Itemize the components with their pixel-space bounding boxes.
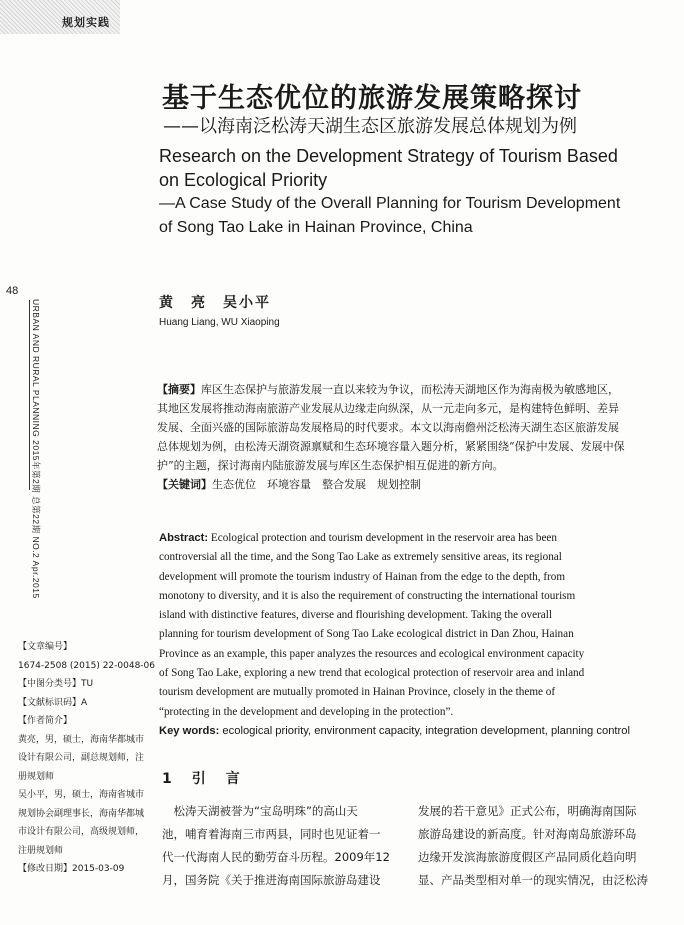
meta-line: 1674-2508 (2015) 22-0048-06 (18, 660, 156, 671)
abstract-zh-line: 发展、全面兴盛的国际旅游岛发展格局的时代要求。本文以海南儋州泛松涛天湖生态区旅游发展 (157, 421, 619, 434)
body-line: 边缘开发滨海旅游度假区产品同质化趋向明 (418, 850, 637, 864)
body-line: 月，国务院《关于推进海南国际旅游岛建设 (162, 873, 381, 887)
body-column-2 (418, 800, 652, 892)
body-column-1 (162, 800, 396, 892)
abstract-en-line: planning for tourism development of Song Tao Lake ecological district in Dan Zhou, Hainan (159, 628, 574, 641)
authors-zh: 黄 亮 吴小平 (159, 295, 271, 311)
abstract-en-line: tourism development are mutually promoted in Hainan Province, closely in the theme of (159, 686, 556, 699)
meta-line: 吴小平，男，硕士，海南省城市 (18, 790, 145, 800)
subtitle-zh: ——以海南泛松涛天湖生态区旅游发展总体规划为例 (163, 116, 577, 137)
keywords-zh: 【关键词】生态优位 环境容量 整合发展 规划控制 (157, 478, 421, 491)
authors-en: Huang Liang, WU Xiaoping (159, 317, 280, 328)
abstract-en-label: Abstract: (159, 532, 209, 544)
meta-line: 【修改日期】2015-03-09 (18, 864, 125, 874)
abstract-en (159, 529, 643, 741)
meta-line: 规划协会副理事长，海南华都城 (18, 808, 145, 819)
keywords-en: Key words: ecological priority, environment capacity, integration development, planning control (159, 724, 630, 737)
meta-line: 【中图分类号】TU (18, 679, 94, 689)
abstract-zh-line: 【摘要】库区生态保护与旅游发展一直以来较为争议，而松涛天湖地区作为海南极为敏感地区， (157, 383, 619, 396)
meta-line: 黄亮，男，硕士，海南华都城市 (18, 734, 145, 745)
body-line: 发展的若干意见》正式公布，明确海南国际 (418, 804, 637, 818)
abstract-en-line: controversial all the time, and the Song Tao Lake as extremely sensitive areas, its regional (159, 551, 562, 564)
abstract-zh-label: 【摘要】 (157, 383, 201, 396)
meta-line: 【作者简介】 (18, 716, 73, 726)
title-en-line: on Ecological Priority (159, 170, 328, 190)
abstract-en-line: Abstract: Ecological protection and tourism development in the reservoir area has been (159, 532, 557, 544)
page-number: 48 (6, 285, 19, 297)
abstract-en-line: monotony to diversity, and it is also the requirement of constructing the international tourism (159, 589, 576, 602)
abstract-zh (157, 380, 647, 494)
article-meta (18, 638, 158, 879)
subtitle-en-line: of Song Tao Lake in Hainan Province, China (159, 219, 473, 236)
subtitle-en-line: —A Case Study of the Overall Planning for Tourism Development (159, 195, 621, 212)
meta-line: 注册规划师 (18, 845, 64, 856)
journal-side-label: URBAN AND RURAL PLANNING 2015年第2期 总第22期 NO.2 Apr.2015 (31, 299, 41, 599)
abstract-zh-line: 总体规划为例，由松涛天湖资源禀赋和生态环境容量入题分析，紧紧围绕“保护中发展、发展中保 (157, 440, 625, 453)
keywords-zh-label: 【关键词】 (157, 478, 212, 491)
section-heading: 1 引 言 (162, 771, 243, 787)
meta-line: 市设计有限公司，高级规划师， (18, 827, 145, 837)
abstract-zh-line: 护”的主题，探讨海南内陆旅游发展与库区生态保护相互促进的新方向。 (157, 459, 504, 472)
body-line: 代一代海南人民的勤劳奋斗历程。2009年12 (162, 850, 390, 864)
keywords-en-label: Key words: (159, 724, 220, 737)
abstract-en-line: island with distinctive features, diverse and flourishing development. Taking the overall (159, 609, 552, 622)
abstract-en-line: development will promote the tourism industry of Hainan from the edge to the depth, from (159, 570, 566, 583)
title-zh: 基于生态优位的旅游发展策略探讨 (162, 83, 582, 114)
title-en-line: Research on the Development Strategy of Tourism Based (159, 146, 618, 166)
meta-line: 册规划师 (18, 771, 55, 782)
meta-line: 【文章编号】 (18, 642, 73, 652)
meta-line: 设计有限公司，副总规划师，注 (18, 753, 145, 763)
body-line: 松涛天湖被誉为“宝岛明珠”的高山天 (162, 804, 358, 818)
section-badge-label: 规划实践 (62, 16, 110, 29)
abstract-en-line: of Song Tao Lake, exploring a new trend that ecological protection of reservoir area and inland (159, 667, 585, 680)
abstract-zh-line: 其地区发展将推动海南旅游产业发展从边缘走向纵深，从一元走向多元，是构建特色鲜明、差异 (157, 402, 619, 415)
body-line: 旅游岛建设的新高度。针对海南岛旅游环岛 (418, 827, 637, 841)
abstract-en-line: Province as an example, this paper analyzes the resources and ecological environment capacity (159, 647, 585, 660)
body-line: 显、产品类型相对单一的现实情况，由泛松涛 (418, 873, 648, 887)
title-en-block (159, 144, 659, 240)
body-line: 池，哺育着海南三市两县，同时也见证着一 (162, 827, 381, 841)
meta-line: 【文献标识码】A (18, 697, 88, 708)
abstract-en-line: “protecting in the development and developing in the protection”. (159, 705, 454, 718)
